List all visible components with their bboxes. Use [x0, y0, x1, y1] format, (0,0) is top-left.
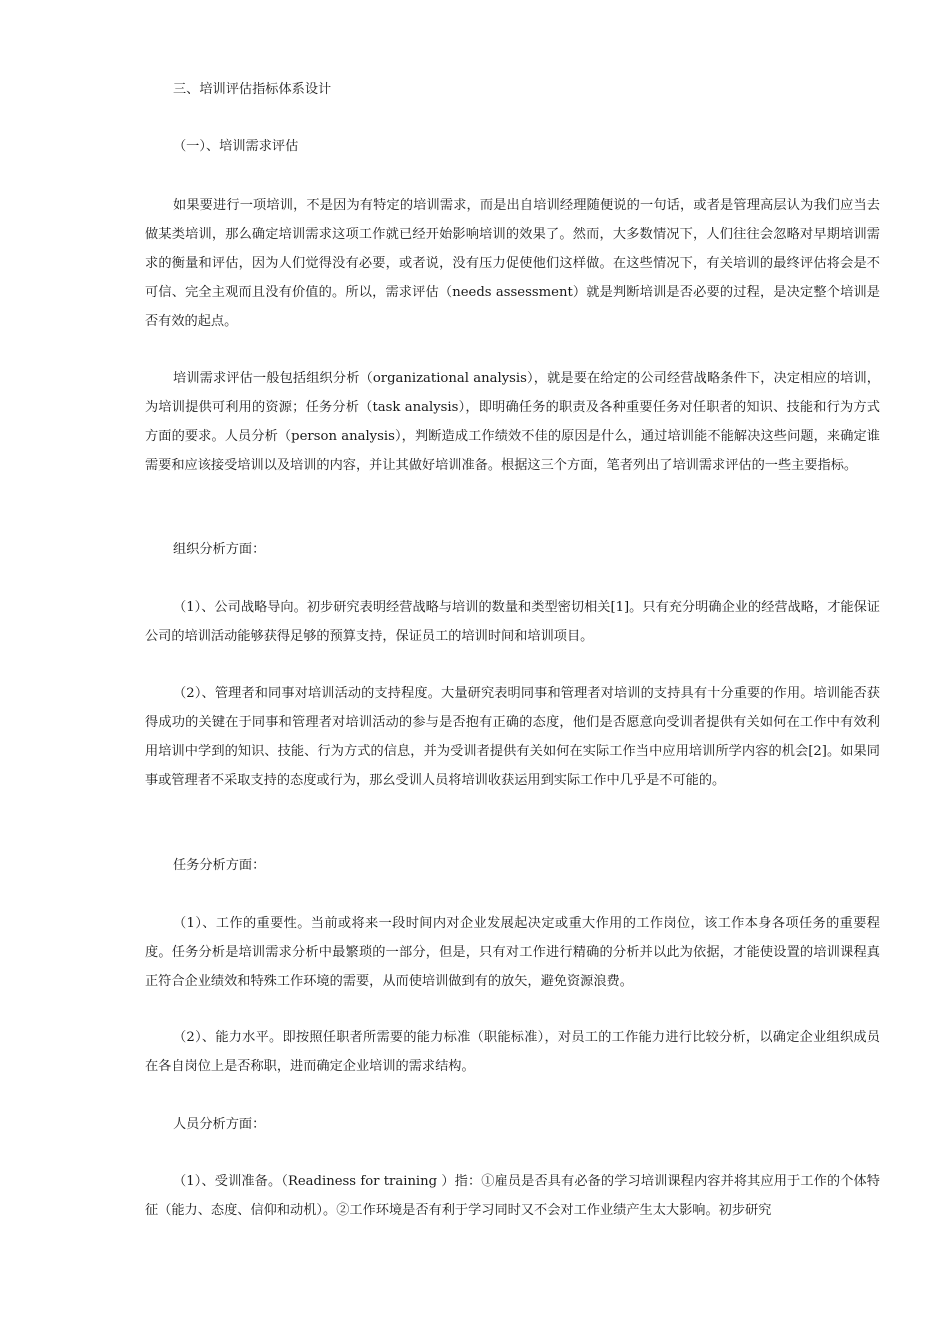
task-analysis-item-1: （1）、工作的重要性。当前或将来一段时间内对企业发展起决定或重大作用的工作岗位，该工作本身各项任务的重要程度。任务分析是培训需求分析中最繁琐的一部分，但是，只有对工作进行精确的分析并以此为依据，才能使设置的培训课程真正符合企业绩效和特殊工作环境的需要，从而使培训做到有的放矢，避免资源浪费。: [145, 916, 880, 989]
paragraph-needs-assessment: 培训需求评估一般包括组织分析（organizational analysis），就是要在给定的公司经营战略条件下，决定相应的培训，为培训提供可利用的资源；任务分析（task analysis），即明确任务的职责及各种重要任务对任职者的知识、技能和行为方式方面的要求。人员分析（person analysis），判断造成工作绩效不佳的原因是什么，通过培训能不能解决这些问题，来确定谁需要和应该接受培训以及培训的内容，并让其做好培训准备。根据这三个方面，笔者列出了培训需求评估的一些主要指标。: [145, 371, 880, 473]
person-analysis-item-1: （1）、受训准备。（Readiness for training ）指：①雇员是否具有必备的学习培训课程内容并将其应用于工作的个体特征（能力、态度、信仰和动机）。②工作环境是否有利于学习同时又不会对工作业绩产生太大影响。初步研究: [145, 1174, 880, 1218]
org-analysis-item-1: （1）、公司战略导向。初步研究表明经营战略与培训的数量和类型密切相关[1]。只有充分明确企业的经营战略，才能保证公司的培训活动能够获得足够的预算支持，保证员工的培训时间和培训项目。: [145, 600, 880, 644]
paragraph-intro: 如果要进行一项培训，不是因为有特定的培训需求，而是出自培训经理随便说的一句话，或者是管理高层认为我们应当去做某类培训，那么确定培训需求这项工作就已经开始影响培训的效果了。然而，大多数情况下，人们往往会忽略对早期培训需求的衡量和评估，因为人们觉得没有必要，或者说，没有压力促使他们这样做。在这些情况下，有关培训的最终评估将会是不可信、完全主观而且没有价值的。所以，需求评估（needs assessment）就是判断培训是否必要的过程，是决定整个培训是否有效的起点。: [145, 198, 880, 329]
section-title: 三、培训评估指标体系设计: [173, 82, 332, 97]
subsection-title: （一）、培训需求评估: [173, 139, 299, 154]
task-analysis-item-2: （2）、能力水平。即按照任职者所需要的能力标准（职能标准），对员工的工作能力进行比较分析，以确定企业组织成员在各自岗位上是否称职，进而确定企业培训的需求结构。: [145, 1030, 880, 1074]
person-analysis-heading: 人员分析方面：: [173, 1117, 266, 1132]
org-analysis-heading: 组织分析方面：: [173, 542, 266, 557]
org-analysis-item-2: （2）、管理者和同事对培训活动的支持程度。大量研究表明同事和管理者对培训的支持具有十分重要的作用。培训能否获得成功的关键在于同事和管理者对培训活动的参与是否抱有正确的态度，他们是否愿意向受训者提供有关如何在工作中有效利用培训中学到的知识、技能、行为方式的信息，并为受训者提供有关如何在实际工作当中应用培训所学内容的机会[2]。如果同事或管理者不采取支持的态度或行为，那幺受训人员将培训收获运用到实际工作中几乎是不可能的。: [145, 686, 880, 788]
task-analysis-heading: 任务分析方面：: [173, 858, 266, 873]
